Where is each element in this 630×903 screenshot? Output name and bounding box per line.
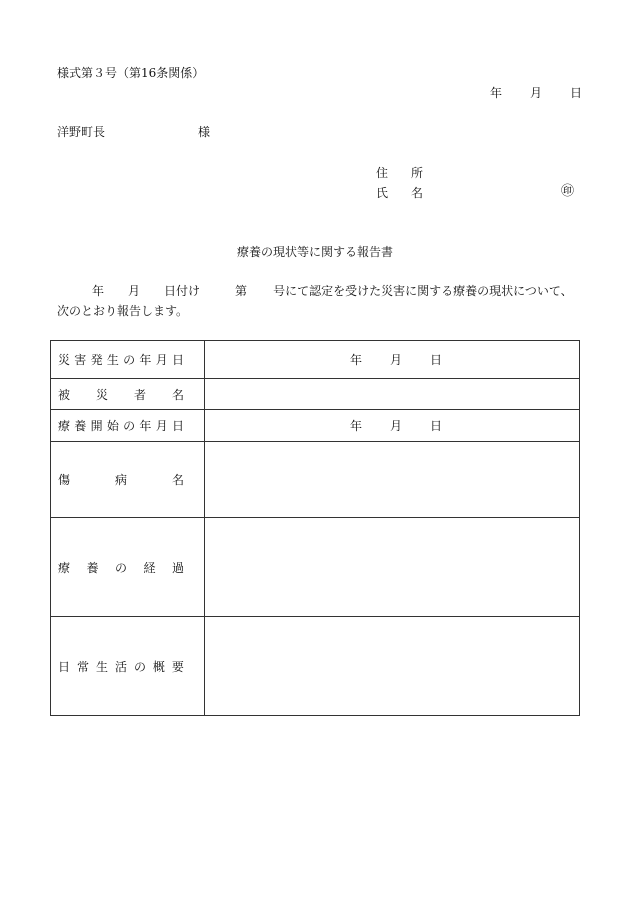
label-char: 始 [106,419,119,433]
label-char: 病 [114,473,127,487]
label-char: 日 [171,353,184,367]
label-char: 常 [76,659,89,674]
injury-name-field[interactable] [205,442,580,518]
label-char: 年 [139,353,152,367]
value-day: 日 [430,419,443,433]
value-day: 日 [430,353,443,367]
label-char: の [123,419,136,433]
intro-dated: 日付け [164,284,201,298]
row-label [51,617,205,716]
table-row [51,518,580,617]
value-year: 年 [349,419,362,433]
name-label-char: 名 [411,186,424,200]
header-date [490,86,582,100]
report-table [50,340,580,716]
victim-name-field[interactable] [205,379,580,410]
table-row [51,617,580,716]
label-char: の [114,560,127,575]
intro-line-2: 次のとおり報告します。 [57,304,189,318]
intro-month: 月 [128,284,141,298]
label-char: 災 [58,353,71,367]
table-row [51,442,580,518]
row-label [51,410,205,442]
label-char: 月 [155,353,168,367]
label-char: 過 [171,560,184,575]
label-char: 日 [58,659,71,674]
value-month: 月 [389,353,402,367]
label-char: 月 [155,419,168,433]
name-label [376,186,423,200]
treatment-progress-field[interactable] [205,518,580,617]
row-label [51,518,205,617]
form-number: 様式第３号（第16条関係） [57,66,205,80]
label-char: 概 [152,659,165,674]
seal-mark: ㊞ [561,184,575,199]
label-char: の [133,659,146,674]
addressee-honorific: 様 [198,125,211,139]
label-char: 要 [171,659,184,674]
treatment-start-date-field[interactable] [205,410,580,442]
disaster-date-field[interactable] [205,341,580,379]
label-char: 養 [86,560,99,575]
header-date-day: 日 [570,86,583,100]
label-char: 経 [143,560,156,575]
address-label-char: 住 [376,166,389,180]
label-char: の [123,353,136,367]
table-row [51,410,580,442]
table-row [51,379,580,410]
label-char: 災 [95,387,108,402]
intro-year: 年 [92,284,105,298]
row-label [51,379,205,410]
label-char: 療 [58,560,71,575]
label-char: 害 [74,353,87,367]
table-row [51,341,580,379]
daily-life-summary-field[interactable] [205,617,580,716]
label-char: 養 [74,419,87,433]
label-char: 開 [90,419,103,433]
label-char: 生 [95,659,108,674]
header-date-month: 月 [530,86,543,100]
label-char: 療 [58,419,71,433]
addressee-name: 洋野町長 [57,125,106,139]
label-char: 発 [90,353,103,367]
label-char: 生 [106,353,119,367]
address-label [376,166,423,180]
label-char: 活 [114,659,127,674]
value-year: 年 [349,353,362,367]
label-char: 傷 [58,473,71,487]
address-label-char: 所 [411,166,424,180]
label-char: 名 [171,387,184,402]
intro-line1-rest: 号にて認定を受けた災害に関する療養の現状について、 [273,284,573,298]
row-label [51,442,205,518]
intro-line-1 [92,284,573,298]
label-char: 日 [171,419,184,433]
label-char: 者 [133,387,146,402]
label-char: 被 [58,387,71,402]
header-date-year: 年 [490,86,503,100]
intro-number-prefix: 第 [235,284,248,298]
label-char: 名 [171,473,184,487]
document-title: 療養の現状等に関する報告書 [236,245,393,259]
label-char: 年 [139,419,152,433]
value-month: 月 [389,419,402,433]
row-label [51,341,205,379]
name-label-char: 氏 [376,186,389,200]
